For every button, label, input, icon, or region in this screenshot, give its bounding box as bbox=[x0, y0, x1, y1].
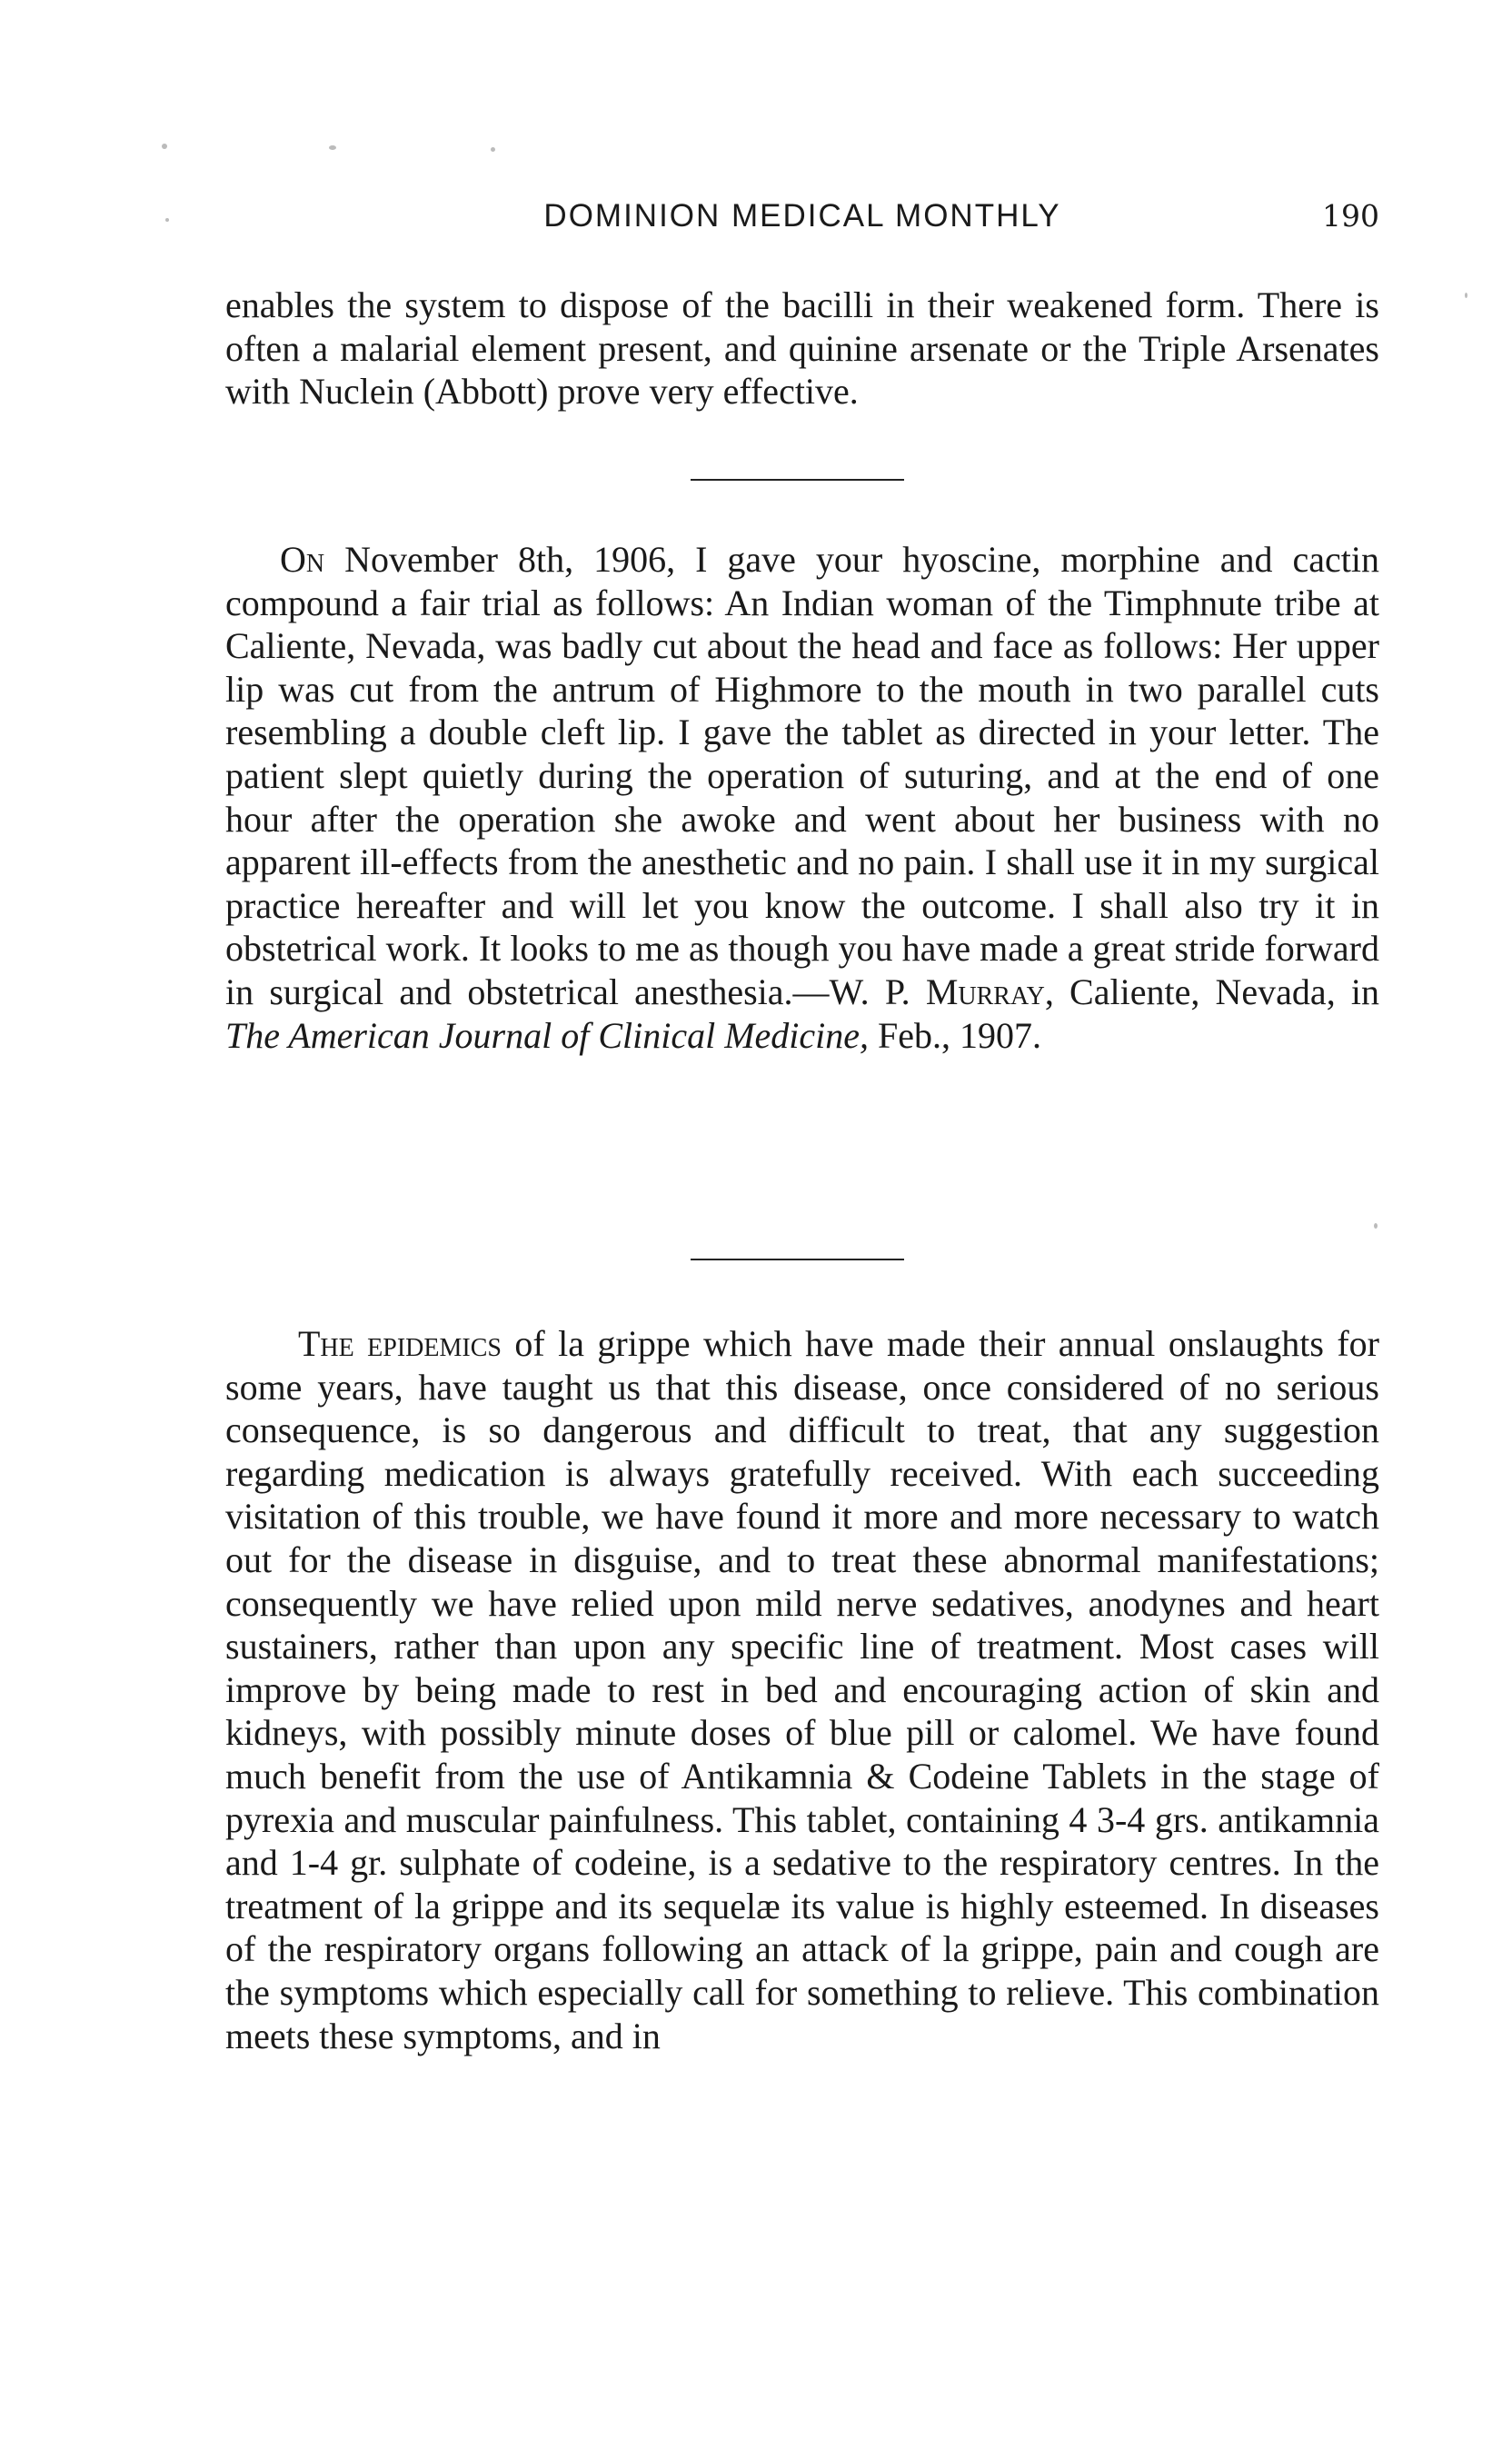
scan-speck bbox=[491, 147, 495, 152]
running-head bbox=[225, 198, 1379, 244]
scan-speck bbox=[165, 218, 169, 222]
scan-speck bbox=[329, 145, 336, 150]
author-place: , Caliente, Nevada, in bbox=[1044, 971, 1380, 1012]
section-divider bbox=[691, 1259, 904, 1260]
lead-in-small-caps: On bbox=[280, 539, 325, 580]
author-name: Murray bbox=[925, 971, 1045, 1012]
scan-speck bbox=[162, 144, 167, 149]
scan-speck bbox=[1465, 293, 1467, 298]
scan-speck bbox=[1374, 1223, 1378, 1229]
paragraph-text: enables the system to dispose of the bacilli in their weakened form. There is often a malarial element present, and quinine arsenate or the Triple Arsenates with Nuclein (Abbott) prove very effective. bbox=[225, 284, 1379, 413]
paragraph-continuation bbox=[225, 284, 1379, 413]
page-number: 190 bbox=[1322, 198, 1379, 234]
paragraph-text: of la grippe which have made their annual onslaughts for some years, have taught us that this disease, once considered of no serious consequence, is so dangerous and difficult to treat, that any suggestion regarding medication is always gratefully received. With each succeeding visitation of this trouble, we have found it more and more necessary to watch out for the disease in disguise, and to treat these abnormal manifestations; consequently we have relied upon mild nerve sedatives, anodynes and heart sustainers, rather than upon any specific line of treatment. Most cases will improve by being made to rest in bed and encouraging action of skin and kidneys, with possibly minute doses of blue pill or calomel. We have found much benefit from the use of Antikamnia & Codeine Tablets in the stage of pyrexia and muscular painfulness. This tablet, containing 4 3-4 grs. antikamnia and 1-4 gr. sulphate of codeine, is a sedative to the respiratory centres. In the treatment of la grippe and its sequelæ its value is highly esteemed. In diseases of the respiratory organs following an attack of la grippe, pain and cough are the symptoms which especially call for something to relieve. This combination meets these symptoms, and in bbox=[225, 1323, 1379, 2056]
paragraph-text: November 8th, 1906, I gave your hyoscine, morphine and cactin compound a fair trial as follows: An Indian woman of the Timphnute tribe at Caliente, Nevada, was badly cut about the head and face as follows: Her upper lip was cut from the antrum of Highmore to the mouth in two parallel cuts resembling a double cleft lip. I gave the tablet as directed in your letter. The patient slept quietly during the operation of suturing, and at the end of one hour after the operation she awoke and went about her business with no apparent ill-effects from the anesthetic and no pain. I shall use it in my surgical practice hereafter and will let you know the outcome. I shall also try it in obstetrical work. It looks to me as though you have made a great stride forward in surgical and obstetrical anesthesia.—W. P. bbox=[225, 539, 1379, 1012]
paragraph-murray-letter bbox=[225, 538, 1379, 1057]
section-divider bbox=[691, 479, 904, 481]
journal-title: The American Journal of Clinical Medicine, bbox=[225, 1014, 870, 1056]
lead-in-small-caps: The epidemics bbox=[298, 1323, 502, 1364]
running-title: DOMINION MEDICAL MONTHLY bbox=[543, 198, 1061, 234]
citation-date: Feb., 1907. bbox=[869, 1014, 1042, 1056]
paragraph-la-grippe bbox=[225, 1322, 1379, 2057]
